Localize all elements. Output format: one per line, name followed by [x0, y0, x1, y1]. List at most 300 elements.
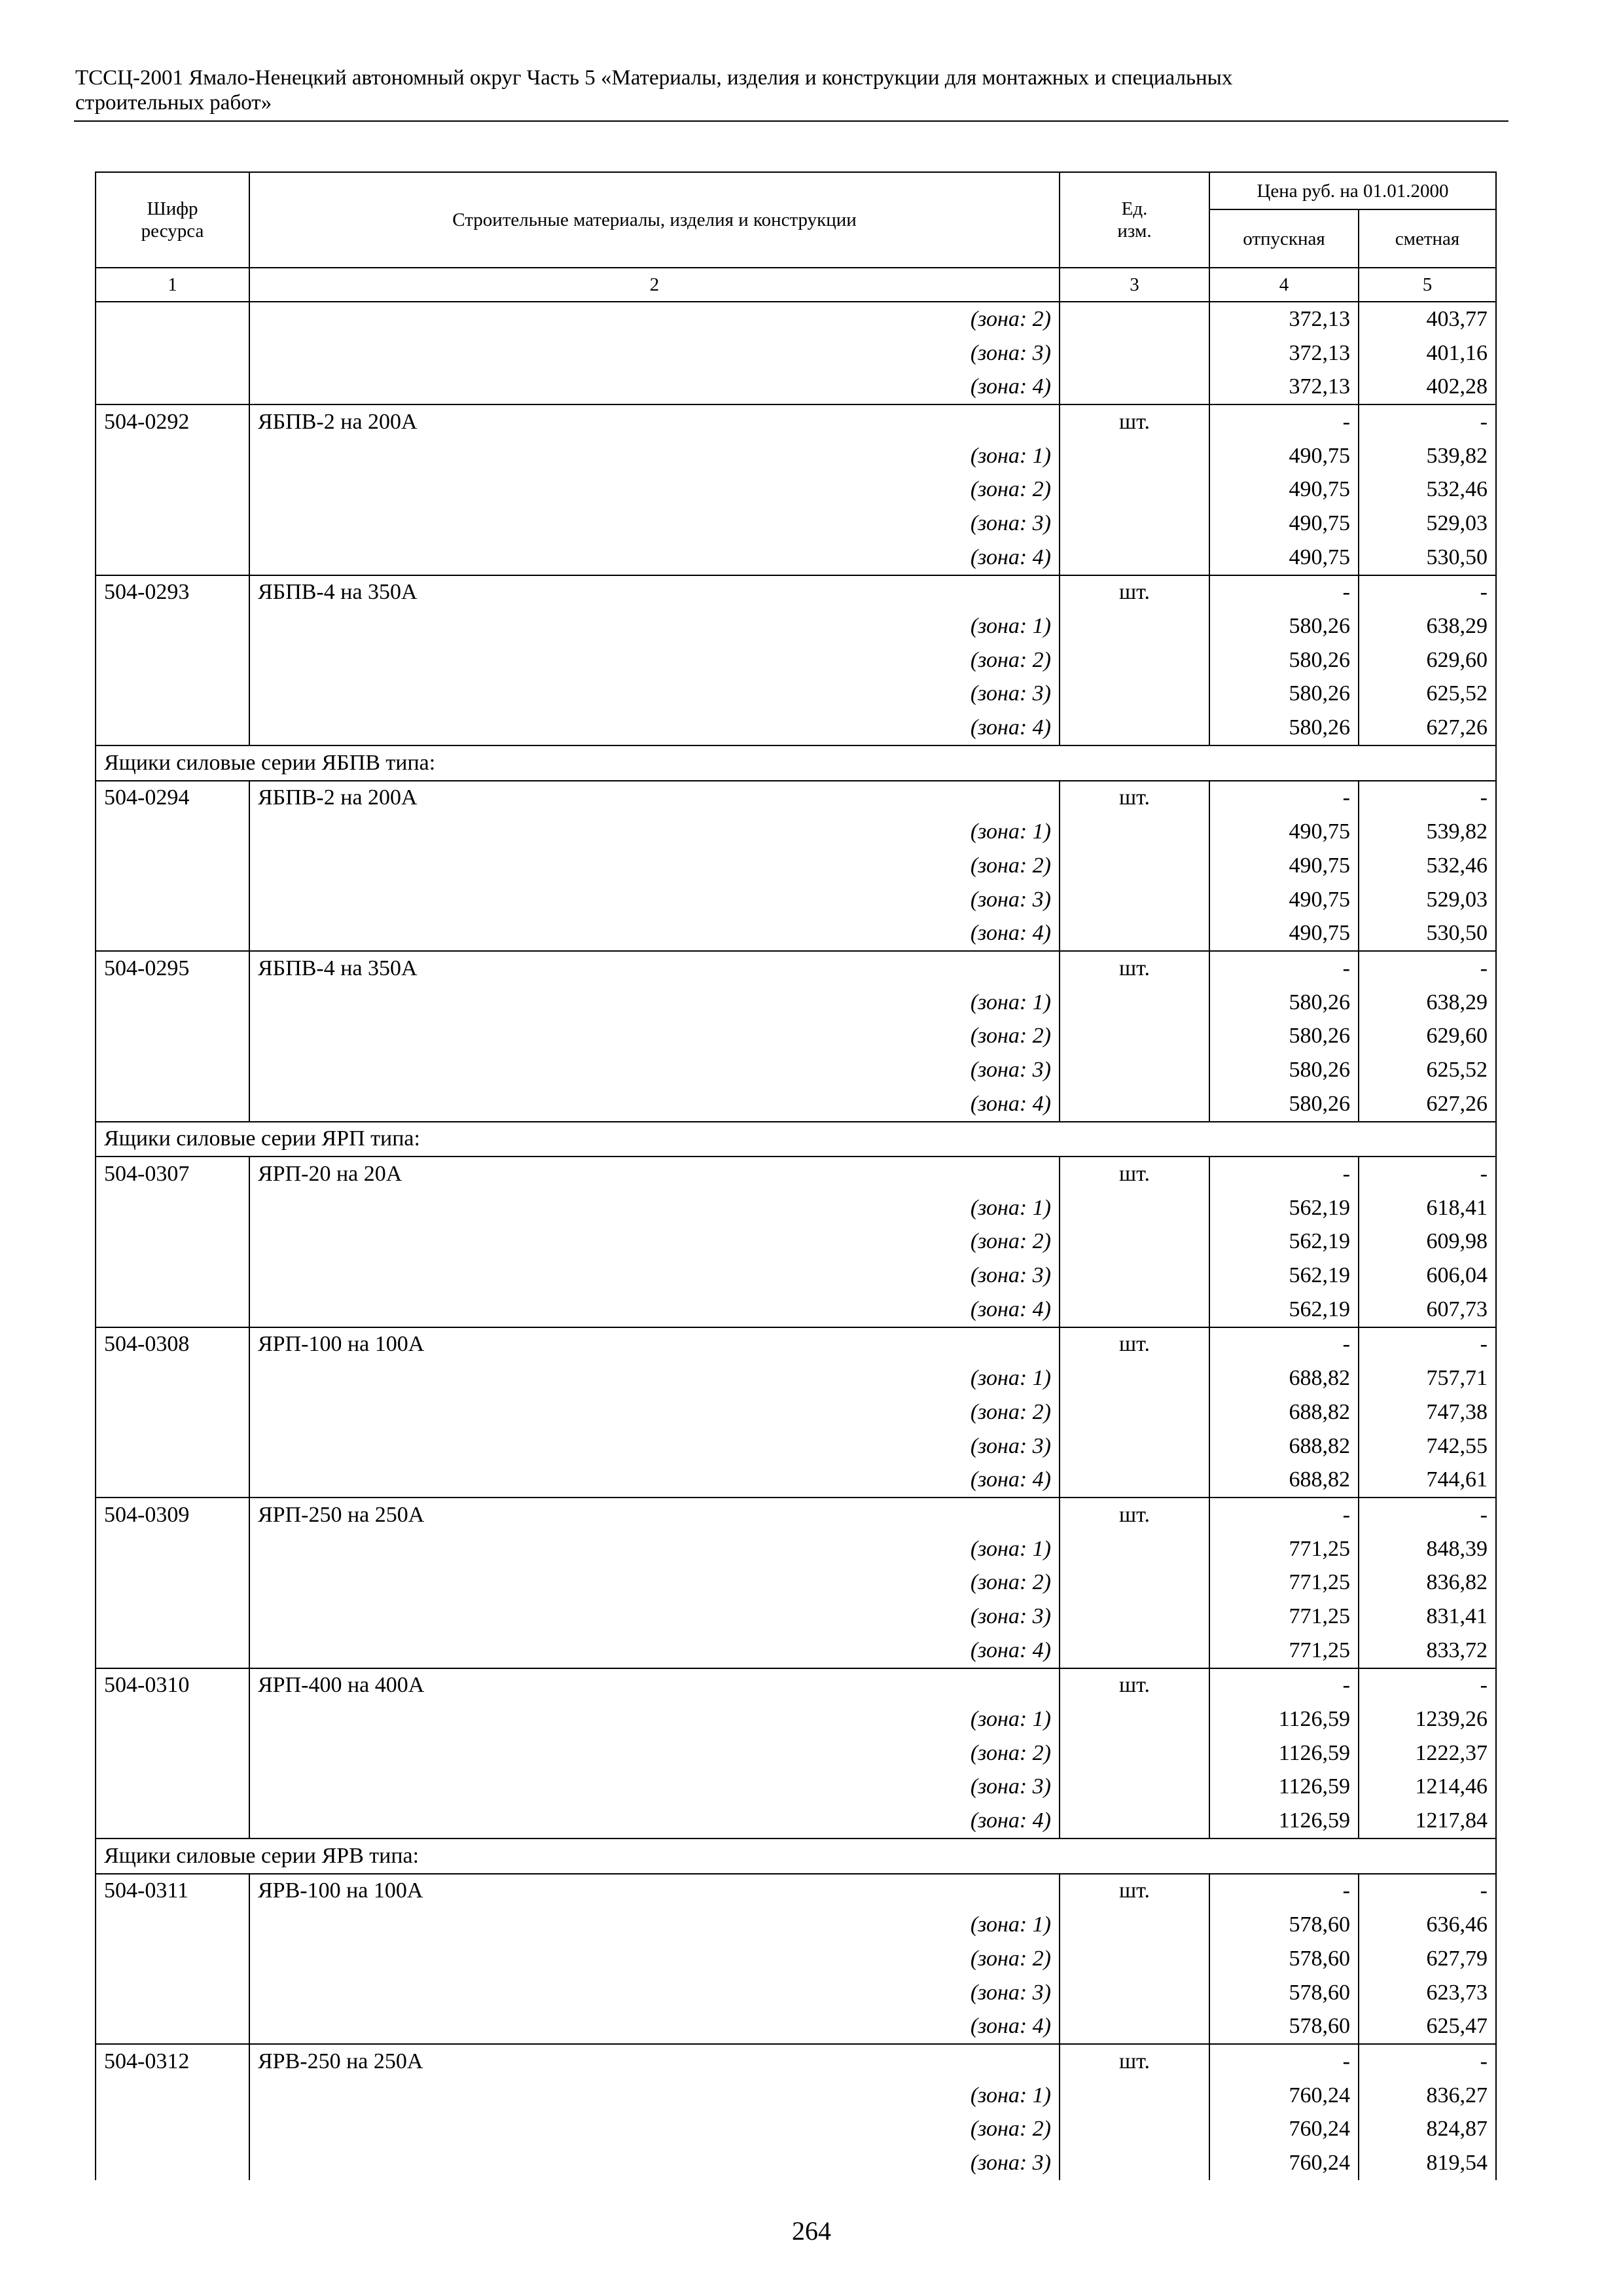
empty-unit-cell [1060, 2009, 1209, 2044]
release-price: 490,75 [1209, 849, 1359, 883]
zone-label: (зона: 3) [249, 1429, 1060, 1463]
empty-unit-cell [1060, 1225, 1209, 1259]
zone-label: (зона: 2) [249, 473, 1060, 507]
zone-label: (зона: 4) [249, 711, 1060, 745]
zone-row [96, 1225, 1496, 1259]
resource-name: ЯРВ-100 на 100А [249, 1874, 1060, 1909]
zone-label: (зона: 2) [249, 849, 1060, 883]
resource-name: ЯРП-250 на 250А [249, 1498, 1060, 1532]
header-rule [74, 120, 1508, 122]
release-price: 372,13 [1209, 302, 1359, 336]
empty-unit-cell [1060, 1976, 1209, 2010]
empty-unit-cell [1060, 302, 1209, 336]
zone-label: (зона: 3) [249, 1976, 1060, 2010]
unit-cell: шт. [1060, 1668, 1209, 1703]
empty-code-cell [96, 1395, 249, 1429]
release-price: 490,75 [1209, 541, 1359, 575]
zone-label: (зона: 1) [249, 815, 1060, 849]
empty-code-cell [96, 439, 249, 473]
empty-code-cell [96, 336, 249, 370]
zone-row [96, 1053, 1496, 1087]
empty-code-cell [96, 1532, 249, 1566]
zone-label: (зона: 4) [249, 1463, 1060, 1498]
estimate-price: 607,73 [1359, 1293, 1496, 1327]
empty-code-cell [96, 1942, 249, 1976]
zone-label: (зона: 3) [249, 677, 1060, 711]
estimate-price: 609,98 [1359, 1225, 1496, 1259]
estimate-price: 539,82 [1359, 439, 1496, 473]
zone-row [96, 916, 1496, 951]
estimate-price: 636,46 [1359, 1908, 1496, 1942]
estimate-price: 627,79 [1359, 1942, 1496, 1976]
estimate-price: 539,82 [1359, 815, 1496, 849]
release-price: 562,19 [1209, 1293, 1359, 1327]
running-header [75, 65, 1508, 115]
release-price: 372,13 [1209, 336, 1359, 370]
release-price: - [1209, 2044, 1359, 2079]
unit-cell: шт. [1060, 2044, 1209, 2079]
release-price: 760,24 [1209, 2112, 1359, 2146]
empty-unit-cell [1060, 1634, 1209, 1668]
empty-code-cell [96, 1566, 249, 1600]
empty-code-cell [96, 1191, 249, 1225]
zone-label: (зона: 3) [249, 2146, 1060, 2180]
resource-code: 504-0294 [96, 781, 249, 816]
release-price: - [1209, 1668, 1359, 1703]
release-price: 1126,59 [1209, 1736, 1359, 1770]
empty-unit-cell [1060, 1019, 1209, 1053]
release-price: 688,82 [1209, 1463, 1359, 1498]
zone-label: (зона: 2) [249, 1225, 1060, 1259]
zone-row [96, 370, 1496, 404]
section-title: Ящики силовые серии ЯРП типа: [96, 1122, 1496, 1157]
resource-code: 504-0310 [96, 1668, 249, 1703]
estimate-price: 529,03 [1359, 883, 1496, 917]
release-price: 760,24 [1209, 2146, 1359, 2180]
estimate-price: - [1359, 1668, 1496, 1703]
zone-row [96, 1702, 1496, 1736]
empty-code-cell [96, 883, 249, 917]
column-numbers-row [96, 268, 1496, 302]
table-row [96, 781, 1496, 816]
release-price: 1126,59 [1209, 1770, 1359, 1804]
estimate-price: - [1359, 575, 1496, 610]
table-row [96, 575, 1496, 610]
empty-unit-cell [1060, 2079, 1209, 2113]
resource-name: ЯБПВ-2 на 200А [249, 404, 1060, 439]
estimate-price: 403,77 [1359, 302, 1496, 336]
release-price: - [1209, 1327, 1359, 1362]
empty-code-cell [96, 541, 249, 575]
empty-unit-cell [1060, 1600, 1209, 1634]
zone-label: (зона: 4) [249, 1804, 1060, 1839]
zone-label: (зона: 4) [249, 2009, 1060, 2044]
release-price: 490,75 [1209, 473, 1359, 507]
estimate-price: 833,72 [1359, 1634, 1496, 1668]
empty-code-cell [96, 1361, 249, 1395]
empty-code-cell [96, 302, 249, 336]
empty-unit-cell [1060, 677, 1209, 711]
resource-name: ЯБПВ-4 на 350А [249, 951, 1060, 986]
release-price: 562,19 [1209, 1259, 1359, 1293]
zone-label: (зона: 2) [249, 1019, 1060, 1053]
estimate-price: 836,27 [1359, 2079, 1496, 2113]
empty-unit-cell [1060, 1361, 1209, 1395]
release-price: - [1209, 781, 1359, 816]
zone-label: (зона: 1) [249, 1532, 1060, 1566]
estimate-price: - [1359, 951, 1496, 986]
empty-unit-cell [1060, 643, 1209, 677]
empty-code-cell [96, 916, 249, 951]
zone-label: (зона: 4) [249, 1634, 1060, 1668]
empty-code-cell [96, 2009, 249, 2044]
estimate-price: 1214,46 [1359, 1770, 1496, 1804]
resource-code: 504-0293 [96, 575, 249, 610]
zone-row [96, 1804, 1496, 1839]
release-price: 490,75 [1209, 916, 1359, 951]
unit-cell: шт. [1060, 404, 1209, 439]
empty-code-cell [96, 2079, 249, 2113]
release-price: 771,25 [1209, 1566, 1359, 1600]
empty-unit-cell [1060, 1736, 1209, 1770]
empty-code-cell [96, 1976, 249, 2010]
estimate-price: 1222,37 [1359, 1736, 1496, 1770]
estimate-price: - [1359, 404, 1496, 439]
resource-name: ЯБПВ-4 на 350А [249, 575, 1060, 610]
zone-label: (зона: 1) [249, 1191, 1060, 1225]
resource-code: 504-0311 [96, 1874, 249, 1909]
estimate-price: 618,41 [1359, 1191, 1496, 1225]
empty-code-cell [96, 2146, 249, 2180]
release-price: 688,82 [1209, 1361, 1359, 1395]
release-price: 490,75 [1209, 507, 1359, 541]
unit-cell: шт. [1060, 1157, 1209, 1191]
zone-label: (зона: 3) [249, 1600, 1060, 1634]
empty-code-cell [96, 986, 249, 1020]
table-row [96, 2044, 1496, 2079]
release-price: - [1209, 575, 1359, 610]
release-price: - [1209, 1157, 1359, 1191]
zone-row [96, 711, 1496, 745]
estimate-price: 747,38 [1359, 1395, 1496, 1429]
empty-code-cell [96, 1908, 249, 1942]
zone-label: (зона: 3) [249, 336, 1060, 370]
estimate-price: - [1359, 1498, 1496, 1532]
release-price: 578,60 [1209, 2009, 1359, 2044]
release-price: 580,26 [1209, 986, 1359, 1020]
empty-unit-cell [1060, 1770, 1209, 1804]
release-price: 580,26 [1209, 643, 1359, 677]
empty-unit-cell [1060, 883, 1209, 917]
release-price: 771,25 [1209, 1600, 1359, 1634]
zone-row [96, 1019, 1496, 1053]
zone-row [96, 1634, 1496, 1668]
estimate-price: 625,52 [1359, 1053, 1496, 1087]
empty-code-cell [96, 1600, 249, 1634]
empty-code-cell [96, 1053, 249, 1087]
resource-name: ЯРП-20 на 20А [249, 1157, 1060, 1191]
estimate-price: 625,52 [1359, 677, 1496, 711]
zone-row [96, 541, 1496, 575]
empty-unit-cell [1060, 541, 1209, 575]
release-price: 1126,59 [1209, 1702, 1359, 1736]
empty-unit-cell [1060, 711, 1209, 745]
release-price: 562,19 [1209, 1191, 1359, 1225]
estimate-price: - [1359, 1874, 1496, 1909]
table-row [96, 404, 1496, 439]
estimate-price: - [1359, 2044, 1496, 2079]
release-price: 578,60 [1209, 1942, 1359, 1976]
zone-label: (зона: 4) [249, 1293, 1060, 1327]
zone-row [96, 883, 1496, 917]
release-price: 580,26 [1209, 677, 1359, 711]
release-price: 688,82 [1209, 1395, 1359, 1429]
section-title: Ящики силовые серии ЯРВ типа: [96, 1839, 1496, 1874]
estimate-price: 532,46 [1359, 849, 1496, 883]
head-price-group: Цена руб. на 01.01.2000 [1209, 172, 1496, 209]
estimate-price: 742,55 [1359, 1429, 1496, 1463]
empty-unit-cell [1060, 1532, 1209, 1566]
empty-unit-cell [1060, 1191, 1209, 1225]
empty-code-cell [96, 473, 249, 507]
estimate-price: 819,54 [1359, 2146, 1496, 2180]
empty-unit-cell [1060, 849, 1209, 883]
release-price: 1126,59 [1209, 1804, 1359, 1839]
zone-label: (зона: 4) [249, 1087, 1060, 1122]
zone-row [96, 473, 1496, 507]
release-price: 490,75 [1209, 883, 1359, 917]
col-num-5: 5 [1359, 268, 1496, 302]
zone-label: (зона: 4) [249, 916, 1060, 951]
table-body [96, 302, 1496, 2180]
resource-code: 504-0308 [96, 1327, 249, 1362]
empty-unit-cell [1060, 1053, 1209, 1087]
zone-row [96, 1942, 1496, 1976]
zone-label: (зона: 2) [249, 302, 1060, 336]
estimate-price: - [1359, 1157, 1496, 1191]
empty-unit-cell [1060, 1804, 1209, 1839]
zone-label: (зона: 2) [249, 1395, 1060, 1429]
zone-row [96, 1566, 1496, 1600]
estimate-price: 627,26 [1359, 1087, 1496, 1122]
release-price: 688,82 [1209, 1429, 1359, 1463]
zone-row [96, 609, 1496, 643]
header-line-1: ТССЦ-2001 Ямало-Ненецкий автономный округ Часть 5 «Материалы, изделия и конструкции для монтажных и специальных [75, 66, 1233, 90]
release-price: 580,26 [1209, 1087, 1359, 1122]
estimate-price: 629,60 [1359, 1019, 1496, 1053]
zone-row [96, 1976, 1496, 2010]
empty-code-cell [96, 711, 249, 745]
release-price: 760,24 [1209, 2079, 1359, 2113]
empty-unit-cell [1060, 1395, 1209, 1429]
zone-row [96, 1532, 1496, 1566]
estimate-price: 530,50 [1359, 916, 1496, 951]
zone-row [96, 2146, 1496, 2180]
empty-code-cell [96, 2112, 249, 2146]
empty-unit-cell [1060, 1293, 1209, 1327]
release-price: - [1209, 951, 1359, 986]
estimate-price: 638,29 [1359, 986, 1496, 1020]
zone-row [96, 1191, 1496, 1225]
empty-code-cell [96, 1429, 249, 1463]
col-num-1: 1 [96, 268, 249, 302]
empty-code-cell [96, 677, 249, 711]
empty-code-cell [96, 1463, 249, 1498]
zone-label: (зона: 3) [249, 883, 1060, 917]
zone-row [96, 2112, 1496, 2146]
empty-unit-cell [1060, 336, 1209, 370]
head-release: отпускная [1209, 209, 1359, 268]
resource-code: 504-0295 [96, 951, 249, 986]
empty-unit-cell [1060, 1908, 1209, 1942]
zone-row [96, 439, 1496, 473]
release-price: 771,25 [1209, 1532, 1359, 1566]
zone-row [96, 1600, 1496, 1634]
estimate-price: 1217,84 [1359, 1804, 1496, 1839]
empty-unit-cell [1060, 1429, 1209, 1463]
zone-row [96, 2079, 1496, 2113]
zone-row [96, 1770, 1496, 1804]
release-price: 580,26 [1209, 1053, 1359, 1087]
release-price: 578,60 [1209, 1976, 1359, 2010]
release-price: 580,26 [1209, 1019, 1359, 1053]
zone-label: (зона: 3) [249, 1053, 1060, 1087]
release-price: 562,19 [1209, 1225, 1359, 1259]
estimate-price: 627,26 [1359, 711, 1496, 745]
zone-label: (зона: 2) [249, 2112, 1060, 2146]
empty-unit-cell [1060, 815, 1209, 849]
header-line-2: строительных работ» [75, 91, 272, 115]
empty-unit-cell [1060, 986, 1209, 1020]
release-price: - [1209, 1498, 1359, 1532]
section-row [96, 1839, 1496, 1874]
empty-code-cell [96, 1019, 249, 1053]
unit-cell: шт. [1060, 575, 1209, 610]
resource-code: 504-0292 [96, 404, 249, 439]
zone-label: (зона: 2) [249, 643, 1060, 677]
estimate-price: 836,82 [1359, 1566, 1496, 1600]
zone-label: (зона: 2) [249, 1942, 1060, 1976]
unit-cell: шт. [1060, 1498, 1209, 1532]
resource-name: ЯРВ-250 на 250А [249, 2044, 1060, 2079]
zone-label: (зона: 2) [249, 1566, 1060, 1600]
page-number: 264 [792, 2216, 831, 2246]
release-price: 372,13 [1209, 370, 1359, 404]
zone-row [96, 336, 1496, 370]
zone-label: (зона: 4) [249, 541, 1060, 575]
zone-row [96, 815, 1496, 849]
resource-name: ЯРП-400 на 400А [249, 1668, 1060, 1703]
resource-code: 504-0307 [96, 1157, 249, 1191]
zone-label: (зона: 1) [249, 1361, 1060, 1395]
release-price: 490,75 [1209, 439, 1359, 473]
zone-row [96, 677, 1496, 711]
empty-unit-cell [1060, 2112, 1209, 2146]
estimate-price: 402,28 [1359, 370, 1496, 404]
estimate-price: - [1359, 1327, 1496, 1362]
price-table [95, 171, 1497, 2180]
unit-cell: шт. [1060, 781, 1209, 816]
resource-code: 504-0312 [96, 2044, 249, 2079]
empty-unit-cell [1060, 1942, 1209, 1976]
zone-row [96, 1429, 1496, 1463]
estimate-price: 629,60 [1359, 643, 1496, 677]
section-row [96, 1122, 1496, 1157]
zone-row [96, 302, 1496, 336]
table-row [96, 951, 1496, 986]
estimate-price: 744,61 [1359, 1463, 1496, 1498]
col-num-3: 3 [1060, 268, 1209, 302]
empty-code-cell [96, 1770, 249, 1804]
release-price: 490,75 [1209, 815, 1359, 849]
empty-code-cell [96, 609, 249, 643]
empty-code-cell [96, 1293, 249, 1327]
empty-code-cell [96, 643, 249, 677]
head-code: Шифр ресурса [96, 172, 249, 268]
empty-unit-cell [1060, 473, 1209, 507]
table-row [96, 1498, 1496, 1532]
estimate-price: 625,47 [1359, 2009, 1496, 2044]
estimate-price: 848,39 [1359, 1532, 1496, 1566]
zone-row [96, 849, 1496, 883]
empty-code-cell [96, 1225, 249, 1259]
zone-row [96, 507, 1496, 541]
estimate-price: 530,50 [1359, 541, 1496, 575]
empty-code-cell [96, 815, 249, 849]
zone-row [96, 1259, 1496, 1293]
zone-row [96, 2009, 1496, 2044]
zone-row [96, 643, 1496, 677]
empty-unit-cell [1060, 609, 1209, 643]
col-num-4: 4 [1209, 268, 1359, 302]
head-estimate: сметная [1359, 209, 1496, 268]
zone-row [96, 1395, 1496, 1429]
empty-unit-cell [1060, 370, 1209, 404]
resource-code: 504-0309 [96, 1498, 249, 1532]
empty-unit-cell [1060, 1087, 1209, 1122]
empty-code-cell [96, 1259, 249, 1293]
zone-label: (зона: 3) [249, 507, 1060, 541]
estimate-price: 638,29 [1359, 609, 1496, 643]
zone-row [96, 1087, 1496, 1122]
estimate-price: - [1359, 781, 1496, 816]
section-row [96, 745, 1496, 781]
estimate-price: 401,16 [1359, 336, 1496, 370]
zone-label: (зона: 2) [249, 1736, 1060, 1770]
resource-name: ЯБПВ-2 на 200А [249, 781, 1060, 816]
zone-label: (зона: 1) [249, 1908, 1060, 1942]
estimate-price: 623,73 [1359, 1976, 1496, 2010]
zone-label: (зона: 1) [249, 1702, 1060, 1736]
table-row [96, 1157, 1496, 1191]
zone-label: (зона: 1) [249, 986, 1060, 1020]
unit-cell: шт. [1060, 1874, 1209, 1909]
empty-code-cell [96, 1087, 249, 1122]
empty-unit-cell [1060, 1259, 1209, 1293]
empty-unit-cell [1060, 439, 1209, 473]
zone-label: (зона: 4) [249, 370, 1060, 404]
estimate-price: 529,03 [1359, 507, 1496, 541]
empty-unit-cell [1060, 507, 1209, 541]
release-price: 580,26 [1209, 609, 1359, 643]
empty-code-cell [96, 1736, 249, 1770]
section-title: Ящики силовые серии ЯБПВ типа: [96, 745, 1496, 781]
estimate-price: 606,04 [1359, 1259, 1496, 1293]
zone-row [96, 1361, 1496, 1395]
zone-row [96, 1293, 1496, 1327]
zone-row [96, 1736, 1496, 1770]
zone-label: (зона: 1) [249, 609, 1060, 643]
